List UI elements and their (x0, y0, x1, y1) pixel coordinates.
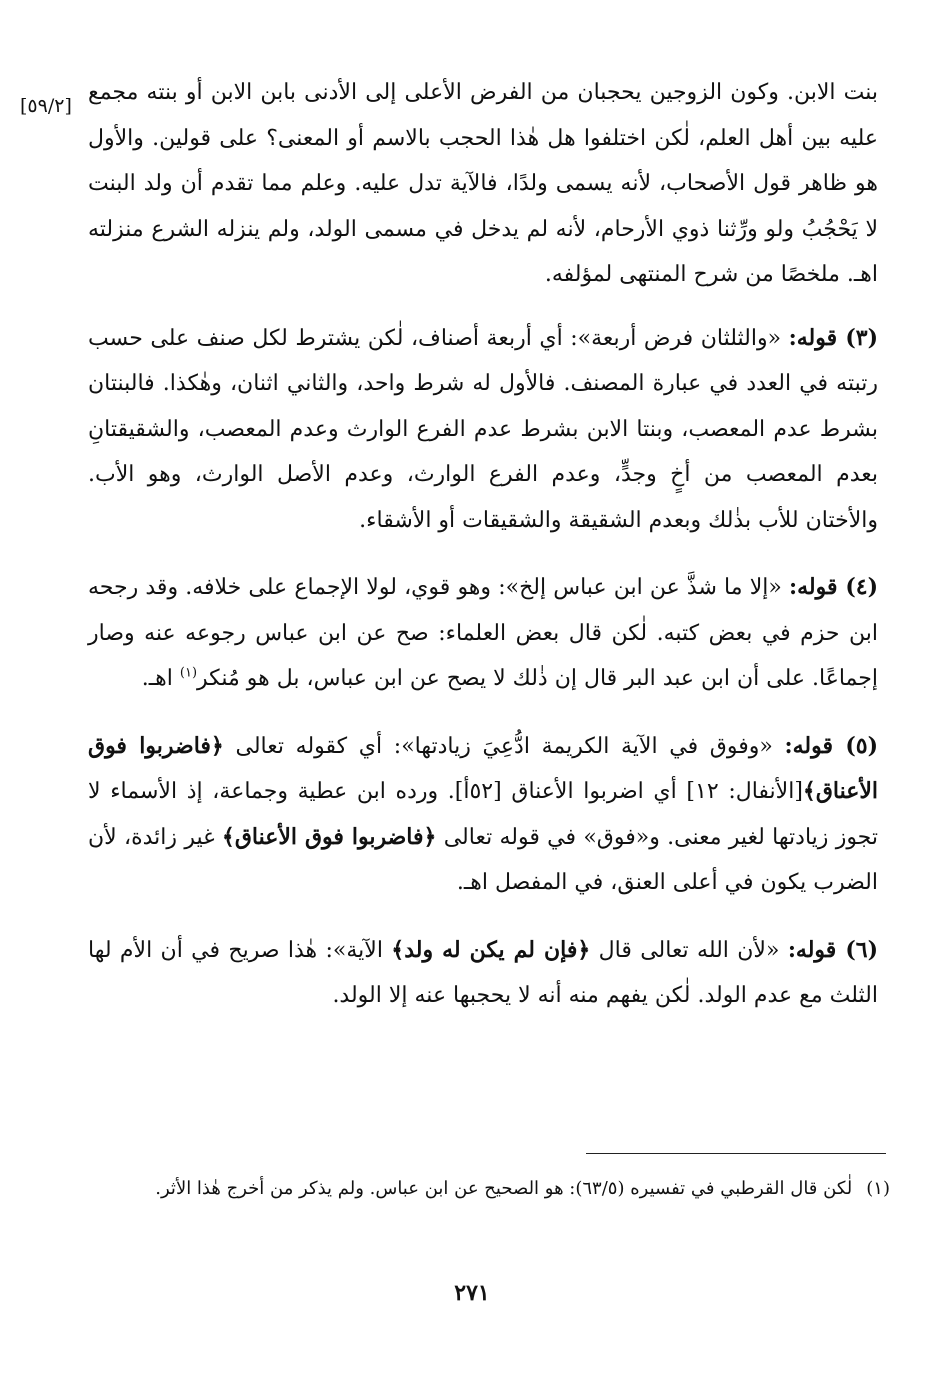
quran-quote: ﴿فإن لم يكن له ولد﴾ (391, 936, 591, 963)
note-label: (٤) قوله: (789, 574, 878, 600)
text-segment: الآية»: هٰذا صريح في أن الأم لها الثلث مع عدم الولد. لٰكن يفهم منه أنه لا يحجبها عنه إلا الولد. (88, 937, 878, 1008)
text-segment: «والثلثان فرض أربعة»: أي أربعة أصناف، لٰكن يشترط لكل صنف على حسب رتبته في العدد في عبارة المصنف. فالأول له شرط واحد، والثاني اثنان، وهٰكذا. فالبنتان بشرط عدم المعصب، وبنتا الابن بشرط عدم الفرع الوارث وعدم المعصب، والشقيقتانِ بعدم المعصب من أخٍ وجدٍّ، وعدم الفرع الوارث، وعدم الأصل الوارث، وهو الأب. والأختان للأب بذٰلك وبعدم الشقيقة والشقيقات أو الأشقاء. (88, 325, 878, 533)
footnote-divider (586, 1153, 886, 1154)
quran-quote: ﴿فاضربوا فوق الأعناق﴾ (221, 823, 437, 850)
note-label: (٣) قوله: (788, 324, 878, 351)
text-segment: «لأن الله تعالى قال (590, 937, 788, 963)
footnote-ref: (١) (179, 665, 198, 681)
footnote-number: (١) (866, 1178, 890, 1199)
note-label: (٦) قوله: (787, 936, 878, 963)
page-number: ٢٧١ (454, 1280, 490, 1306)
paragraph-p0 (88, 70, 878, 298)
text-segment: «إلا ما شذَّ عن ابن عباس إلخ»: وهو قوي، لولا الإجماع على خلافه. وقد رجحه ابن حزم في بعض كتبه. لٰكن قال بعض العلماء: صح عن ابن عباس رجوعه عنه وصار إجماعًا. على أن ابن عبد البر قال إن ذٰلك لا يصح عن ابن عباس، بل هو مُنكر (88, 575, 878, 691)
main-text (88, 70, 878, 1041)
paragraph-p3 (88, 316, 878, 544)
text-segment: بنت الابن. وكون الزوجين يحجبان من الفرض الأعلى إلى الأدنى بابن الابن أو بنته مجمع عليه بين أهل العلم، لٰكن اختلفوا هل هٰذا الحجب بالاسم أو المعنى؟ على قولين. والأول هو ظاهر قول الأصحاب، لأنه يسمى ولدًا، فالآية تدل عليه. وعلم مما تقدم أن ولد البنت لا يَحْجُبُ ولو ورِّثنا ذوي الأرحام، لأنه لم يدخل في مسمى الولد، ولم ينزله الشرع منزلته اهـ. ملخصًا من شرح المنتهى لمؤلفه. (88, 80, 878, 287)
footnote (100, 1172, 890, 1205)
quran-quote: ﴿فاضربوا فوق الأعناق﴾ (88, 732, 879, 804)
text-segment: «وفوق في الآية الكريمة ادُّعِيَ زيادتها»: أي كقوله تعالى (223, 733, 785, 759)
text-segment: [الأنفال: ١٢] أي اضربوا الأعناق [٥٢أ]. ورده ابن عطية وجماعة، إذ الأسماء لا تجوز زيادتها لغير معنى. و«فوق» في قوله تعالى (88, 779, 879, 850)
paragraph-p5 (88, 724, 878, 906)
footnote-text: لٰكن قال القرطبي في تفسيره (٦٣/٥): هو الصحيح عن ابن عباس. ولم يذكر من أخرج هٰذا الأثر. (155, 1178, 853, 1199)
text-segment: غير زائدة، لأن الضرب يكون في أعلى العنق، في المفصل اهـ. (88, 824, 878, 895)
note-label: (٥) قوله: (784, 732, 878, 759)
margin-reference: [٥٩/٢] (20, 95, 72, 117)
paragraph-p4 (88, 565, 878, 702)
text-segment: اهـ. (141, 666, 180, 691)
paragraph-p6 (88, 928, 878, 1019)
